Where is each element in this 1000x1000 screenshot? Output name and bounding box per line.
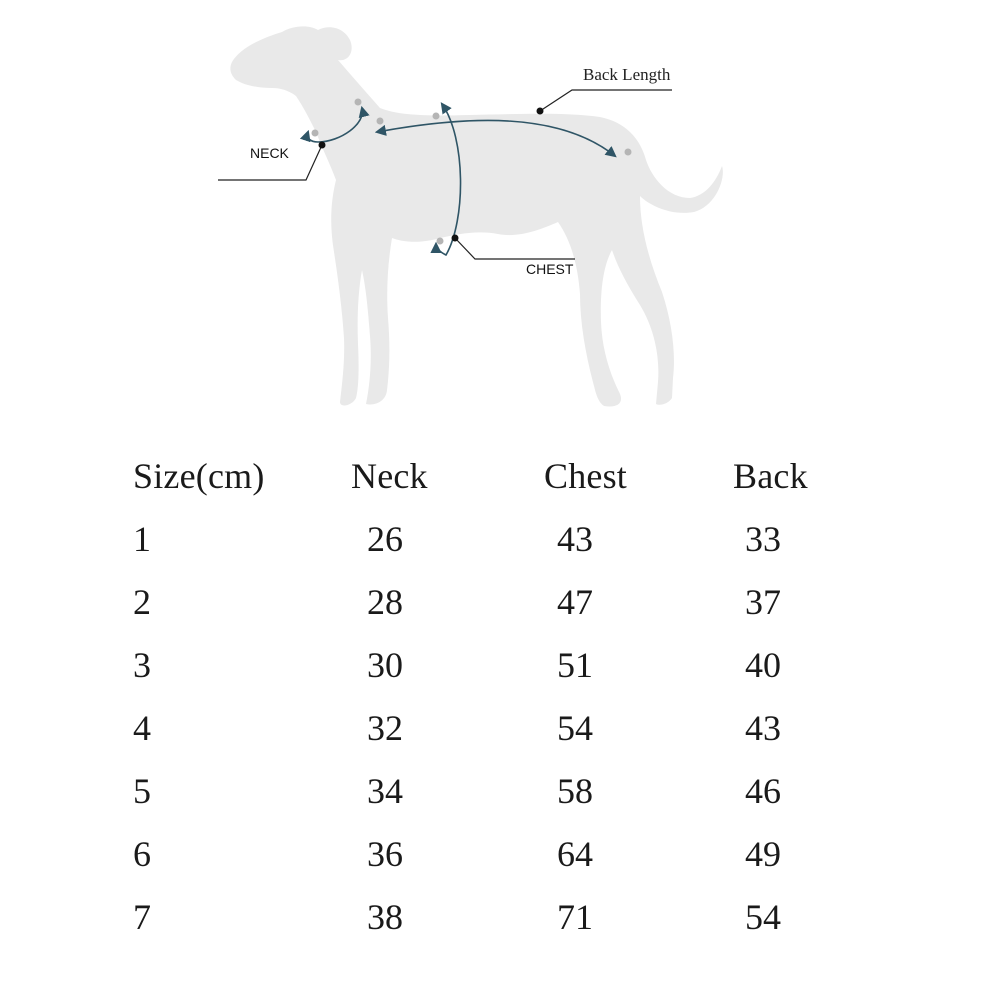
cell-size: 6 bbox=[133, 834, 151, 874]
cell-back: 54 bbox=[745, 897, 781, 937]
cell-neck: 32 bbox=[367, 708, 403, 748]
dog-measurement-diagram bbox=[0, 0, 1000, 420]
back-length-leader bbox=[540, 90, 672, 111]
table-body bbox=[0, 518, 1000, 959]
cell-neck: 30 bbox=[367, 645, 403, 685]
cell-chest: 51 bbox=[557, 645, 593, 685]
marker-dot bbox=[355, 99, 362, 106]
table-row bbox=[0, 518, 1000, 581]
table-row bbox=[0, 896, 1000, 959]
table-row bbox=[0, 770, 1000, 833]
cell-neck: 34 bbox=[367, 771, 403, 811]
cell-chest: 54 bbox=[557, 708, 593, 748]
marker-dot bbox=[625, 149, 632, 156]
table-row bbox=[0, 707, 1000, 770]
table-row bbox=[0, 833, 1000, 896]
neck-anchor-dot bbox=[319, 142, 326, 149]
chest-leader bbox=[455, 238, 575, 259]
cell-neck: 38 bbox=[367, 897, 403, 937]
header-chest: Chest bbox=[544, 456, 628, 496]
back-length-label: Back Length bbox=[583, 65, 671, 84]
cell-size: 7 bbox=[133, 897, 151, 937]
cell-size: 1 bbox=[133, 519, 151, 559]
cell-back: 37 bbox=[745, 582, 781, 622]
cell-chest: 43 bbox=[557, 519, 593, 559]
cell-back: 33 bbox=[745, 519, 781, 559]
cell-neck: 36 bbox=[367, 834, 403, 874]
marker-dot bbox=[437, 238, 444, 245]
size-table bbox=[0, 455, 1000, 959]
cell-size: 4 bbox=[133, 708, 151, 748]
table-row bbox=[0, 644, 1000, 707]
cell-back: 46 bbox=[745, 771, 781, 811]
table-row bbox=[0, 581, 1000, 644]
cell-back: 49 bbox=[745, 834, 781, 874]
cell-back: 40 bbox=[745, 645, 781, 685]
header-neck: Neck bbox=[351, 456, 428, 496]
cell-chest: 58 bbox=[557, 771, 593, 811]
header-size: Size(cm) bbox=[133, 456, 265, 496]
marker-dot bbox=[377, 118, 384, 125]
cell-size: 2 bbox=[133, 582, 151, 622]
cell-size: 3 bbox=[133, 645, 151, 685]
cell-neck: 26 bbox=[367, 519, 403, 559]
back-length-anchor-dot bbox=[537, 108, 544, 115]
cell-chest: 47 bbox=[557, 582, 593, 622]
chest-label: CHEST bbox=[526, 261, 574, 277]
marker-dot bbox=[433, 113, 440, 120]
marker-dot bbox=[312, 130, 319, 137]
cell-back: 43 bbox=[745, 708, 781, 748]
cell-size: 5 bbox=[133, 771, 151, 811]
neck-label: NECK bbox=[250, 145, 289, 161]
header-back: Back bbox=[733, 456, 808, 496]
cell-chest: 64 bbox=[557, 834, 593, 874]
cell-neck: 28 bbox=[367, 582, 403, 622]
chest-anchor-dot bbox=[452, 235, 459, 242]
cell-chest: 71 bbox=[557, 897, 593, 937]
table-header bbox=[0, 455, 1000, 518]
